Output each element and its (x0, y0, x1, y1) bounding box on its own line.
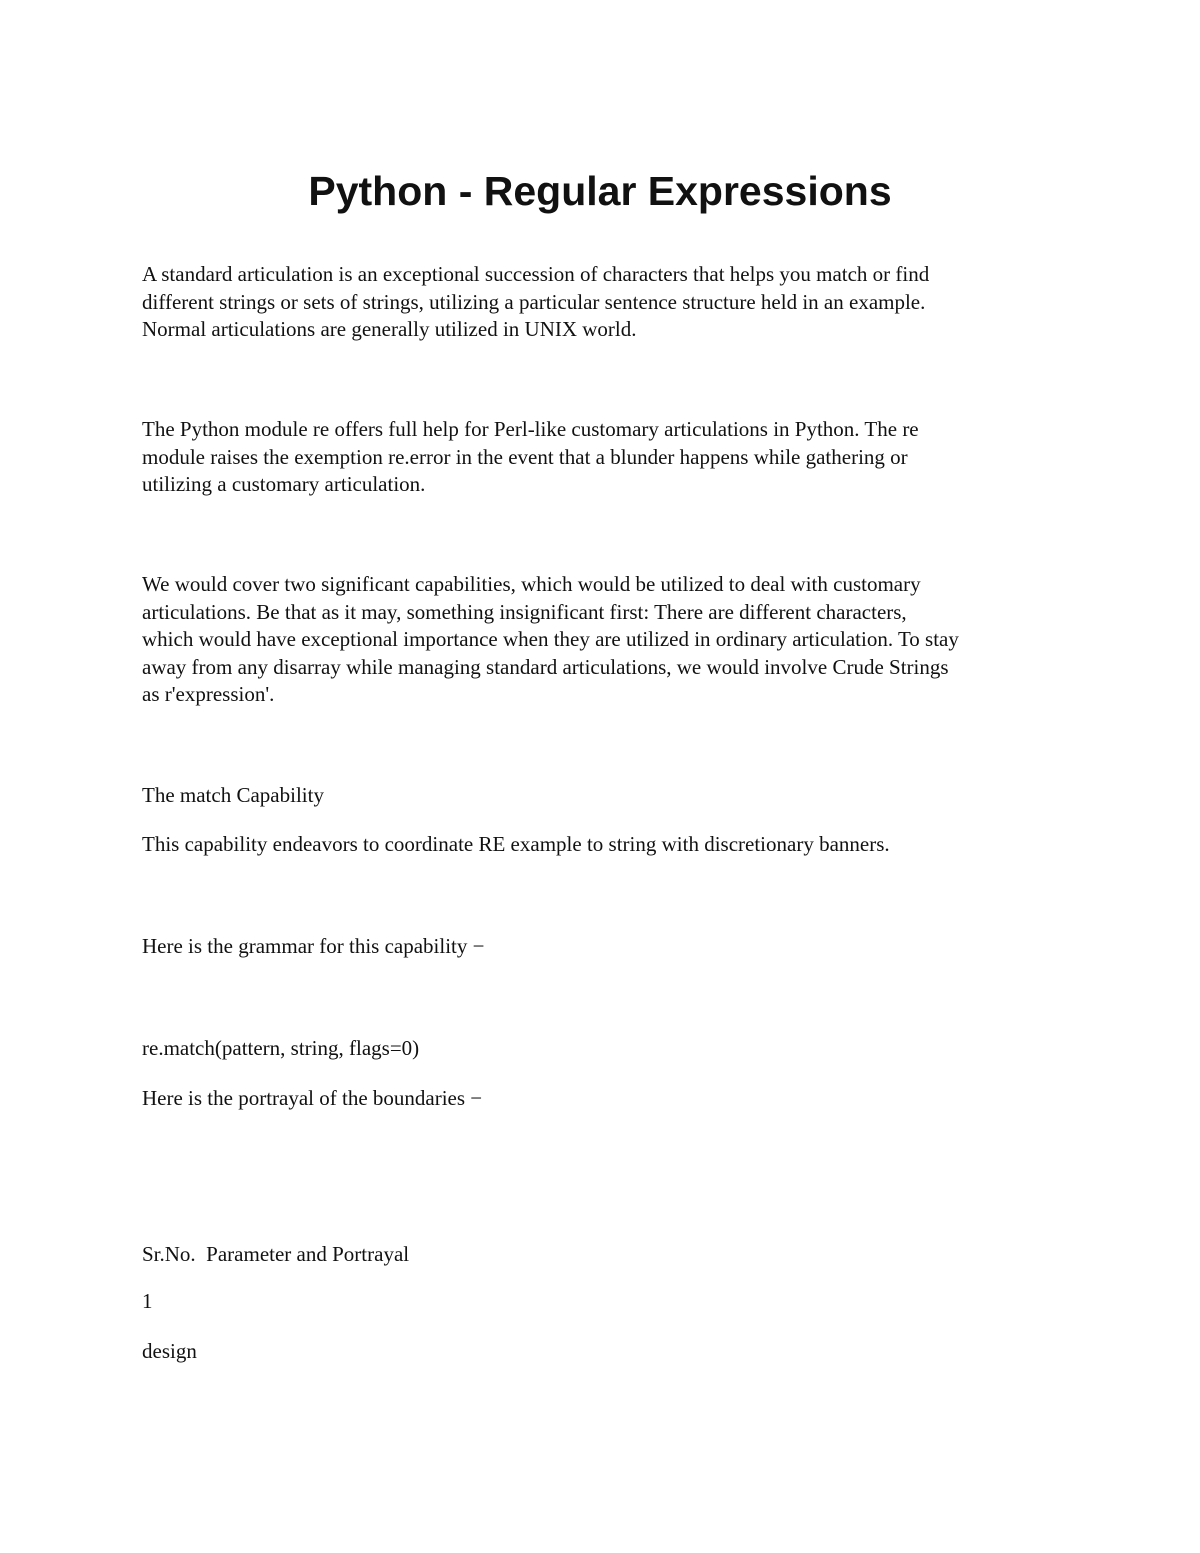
paragraph-line: design (142, 1339, 197, 1363)
intro-paragraph (142, 261, 1072, 344)
paragraph-line: which would have exceptional importance when they are utilized in ordinary articulation. To stay (142, 627, 959, 651)
paragraph-line: 1 (142, 1289, 153, 1313)
paragraph-line: This capability endeavors to coordinate RE example to string with discretionary banners. (142, 832, 890, 856)
paragraph-line: Here is the portrayal of the boundaries − (142, 1086, 483, 1110)
grammar-intro (142, 933, 1072, 961)
paragraph-line: Here is the grammar for this capability − (142, 934, 485, 958)
match-description (142, 831, 1072, 859)
paragraph-line: as r'expression'. (142, 682, 275, 706)
paragraph-line: Normal articulations are generally utilized in UNIX world. (142, 317, 637, 341)
page-title: Python - Regular Expressions (308, 168, 892, 214)
paragraph-line: A standard articulation is an exceptional succession of characters that helps you match or find (142, 262, 930, 286)
match-syntax (142, 1035, 1072, 1063)
match-capability-heading (142, 782, 1072, 810)
paragraph-line: different strings or sets of strings, utilizing a particular sentence structure held in an example. (142, 289, 926, 314)
paragraph-line: module raises the exemption re.error in the event that a blunder happens while gathering or (142, 444, 908, 469)
paragraph-line: utilizing a customary articulation. (142, 472, 426, 496)
paragraph-line: re.match(pattern, string, flags=0) (142, 1036, 420, 1060)
paragraph-line: The match Capability (142, 783, 324, 807)
paragraph-line: articulations. Be that as it may, something insignificant first: There are different characters, (142, 599, 907, 624)
paragraph-line: We would cover two significant capabilities, which would be utilized to deal with customary (142, 572, 921, 596)
re-module-paragraph (142, 416, 1072, 499)
parameter-name (142, 1338, 1072, 1366)
paragraph-line: The Python module re offers full help for Perl-like customary articulations in Python. The re (142, 417, 919, 441)
parameters-intro (142, 1085, 1072, 1113)
parameter-number (142, 1288, 1072, 1316)
paragraph-line: Sr.No. Parameter and Portrayal (142, 1242, 410, 1266)
paragraph-line: away from any disarray while managing standard articulations, we would involve Crude Strings (142, 654, 949, 679)
capabilities-paragraph (142, 571, 1072, 709)
